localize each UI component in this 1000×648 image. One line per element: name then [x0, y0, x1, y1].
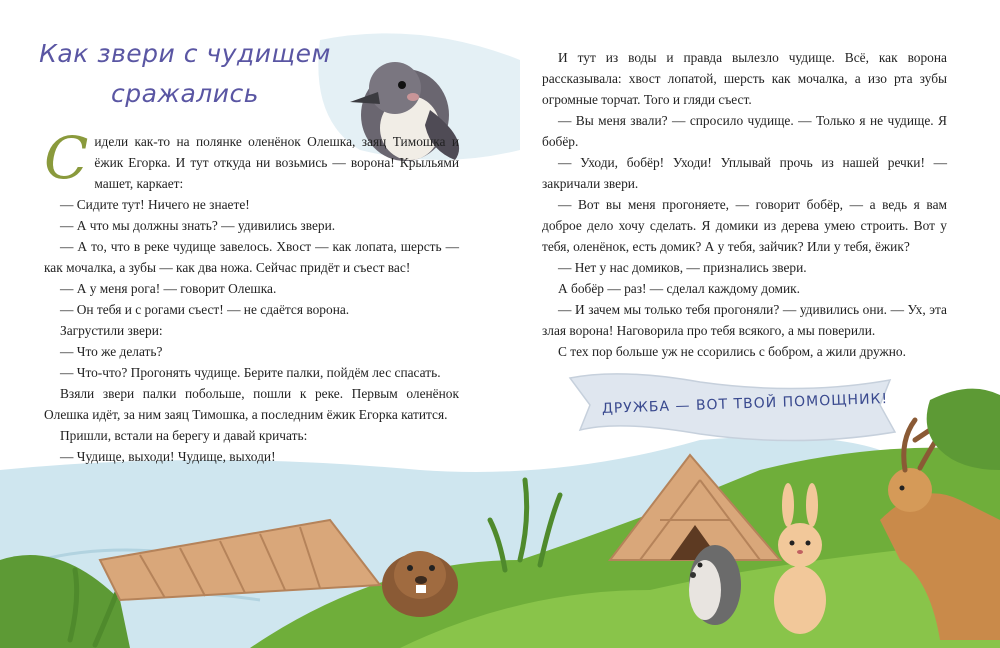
drop-cap: С: [44, 124, 89, 192]
story-title-line1: Как звери с чудищем: [39, 39, 331, 68]
paragraph: — Вот вы меня прогоняете, — говорит бобёр, — а ведь я вам доброе дело хочу сделать. Я домики из дерева умею строить. Вот у тебя, оленёнок, есть домик? А у тебя, зайчик? Или у тебя, ёжик?: [542, 197, 947, 254]
paragraph: — Уходи, бобёр! Уходи! Уплывай прочь из нашей речки! — закричали звери.: [542, 155, 947, 191]
paragraph: А бобёр — раз! — сделал каждому домик.: [558, 281, 801, 296]
paragraph: — Чудище, выходи! Чудище, выходи!: [60, 449, 276, 464]
story-title-line2: сражались: [111, 79, 259, 108]
paragraph: — Нет у нас домиков, — признались звери.: [558, 260, 807, 275]
right-column: [542, 47, 947, 362]
paragraph: Пришли, встали на берегу и давай кричать:: [60, 428, 308, 443]
friendship-banner-text: ДРУЖБА — ВОТ ТВОЙ ПОМОЩНИК!: [601, 391, 889, 417]
paragraph: — А что мы должны знать? — удивились звери.: [60, 218, 336, 233]
paragraph: Взяли звери палки побольше, пошли к реке. Первым оленёнок Олешка идёт, за ним заяц Тимошка, а последним ёжик Егорка катится.: [44, 386, 459, 422]
paragraph: — А у меня рога! — говорит Олешка.: [60, 281, 277, 296]
paragraph: — И зачем мы только тебя прогоняли? — удивились они. — Ух, эта злая ворона! Наговорила про тебя всякого, а мы поверили.: [542, 302, 947, 338]
paragraph: — Сидите тут! Ничего не знаете!: [60, 197, 250, 212]
story-title: [30, 34, 340, 114]
paragraph: [44, 124, 459, 194]
paragraph: — Что же делать?: [60, 344, 163, 359]
paragraph: — Он тебя и с рогами съест! — не сдаётся ворона.: [60, 302, 350, 317]
paragraph-text: идели как-то на полянке оленёнок Олешка, заяц Тимошка и ёжик Егорка. И тут откуда ни возьмись — ворона! Крыльями машет, каркает:: [94, 134, 459, 191]
paragraph: С тех пор больше уж не ссорились с бобром, а жили дружно.: [558, 344, 906, 359]
paragraph: — А то, что в реке чудище завелось. Хвост — как лопата, шерсть — как мочалка, а зубы — как два ножа. Сейчас придёт и съест вас!: [44, 239, 459, 275]
paragraph: — Вы меня звали? — спросило чудище. — Только я не чудище. Я бобёр.: [542, 113, 947, 149]
paragraph: — Что-что? Прогонять чудище. Берите палки, пойдём лес спасать.: [60, 365, 441, 380]
paragraph: Загрустили звери:: [60, 323, 163, 338]
left-column: [44, 124, 459, 467]
paragraph: И тут из воды и правда вылезло чудище. Всё, как ворона рассказывала: хвост лопатой, шерсть как мочалка, а изо рта зубы огромные торчат. Того и гляди съест.: [542, 50, 947, 107]
hedgehog: [689, 545, 741, 625]
